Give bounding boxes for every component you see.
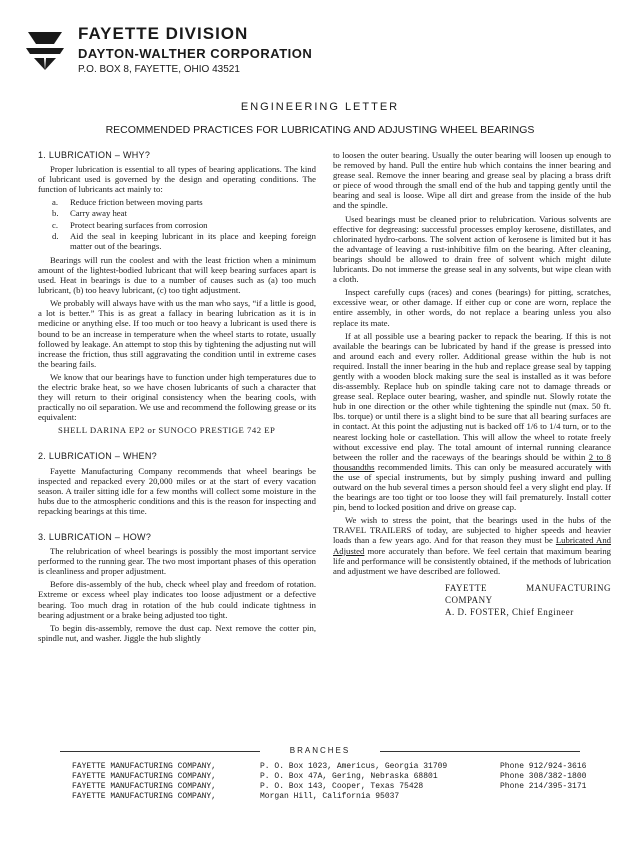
paragraph: Before dis-assembly of the hub, check wheel play and freedom of rotation. Extreme or excess wheel play indicates too loose adjustment or a defective bearing. Too much drag in rotation of the hub could indicate tightness in bearing adjustment or a brake being adjusted too tight. [38,579,316,620]
paragraph: Bearings will run the coolest and with the least friction when a minimum amount of the lightest-bodied lubricant that will keep bearing surfaces apart is used. Heat in bearings is due to a number of causes such as (a) too much lubricant, (b) too heavy lubricant, (c) too tight adjustment. [38,254,316,296]
section-lubrication-why [38,150,316,435]
recommended-grease: SHELL DARINA EP2 or SUNOCO PRESTIGE 742 EP [58,425,276,436]
paragraph: If at all possible use a bearing packer to repack the bearing. If this is not available the bearings can be lubricated by hand if the grease is pressed into and around each and every roller. Additional grease within the hub is not required. Install the inner bearing in the hub and replace grease seal by tapping gently with a wooden block making sure the seal is installed as it was before dis-assembly. Replace hub on spindle taking care not to damage threads or grease seal. Replace outer bearing, washer, and spindle nut. Slowly rotate the hub in one direction or the other while tightening the spindle nut (max. 50 ft. lbs. torque) or until there is a slight bind to be sure that all bearing surfaces are in contact. At this point the adjusting nut is backed off 1/6 to 1/4 turn, or to the nearest locking hole or castellation. This will allow the wheel to rotate freely without excessive end play. The total amount of internal running clearance between the roller and the raceways of the bearings should be within 2 to 8 thousandths recommended limits. This can only be measured accurately with the use of special instruments, but by simply pushing inward and pulling outward on the hub several times a person should feel a very slight end play. If the bearings are too tight or too loose they will fail prematurely. Install cotter pin, bend to locked position and drive on grease cap. [333,330,611,513]
corporation-name: DAYTON-WALTHER CORPORATION [78,46,313,61]
paragraph: We probably will always have with us the man who says, “if a little is good, a lot is better.” This is as great a fallacy in bearing lubrication as it is in medicine or anything else. If too much or too heavy a lubricant is used there is bound to be an increase in temperature when the wheel starts to rotate, usually followed by leakage. An attempt to stop this by tightening the adjusting nut will increase the friction, thus still aggravating the condition until in extreme cases the bearing fails. [38,298,316,369]
signature-block [333,582,611,618]
paragraph: We wish to stress the point, that the bearings used in the hubs of the TRAVEL TRAILERS of today, are subjected to higher speeds and heavier loads than a few years ago. And for that reason they must be Lubricated And Adjusted more accurately than before. We feel certain that maximum bearing life and performance will be consistently obtained, if the methods of lubrication and adjustment we have described are followed. [333,515,612,576]
purpose-list [38,197,316,250]
paragraph: Fayette Manufacturing Company recommends that wheel bearings be inspected and repacked every 20,000 miles or at the start of every vacation season. A trailer sitting idle for a few months will collect some moisture in the hubs due to the atmospheric conditions and this is the reason for inspecting and repacking bearings at this time. [38,465,316,516]
paragraph: Inspect carefully cups (races) and cones (bearings) for pitting, scratches, excessive wear, or other damage. If either cup or cone are worn, replace the entire assembly, in other words, do not replace a bearing unless you also replace its mate. [333,287,611,328]
branches-label: BRANCHES [289,746,351,755]
section-lubrication-how [38,532,316,643]
section-heading: 3. LUBRICATION – HOW? [38,532,152,542]
branch-list [72,762,592,802]
paragraph: Used bearings must be cleaned prior to relubrication. Various solvents are effective for degreasing: successful processes employ kerosene, distillates, and chlorinated hydro-carbons. The solvent action of kerosene is limited but it has the advantage of leaving a rust-inhibitive film on the bearing. After cleaning, bearings should be allowed to drain free of solvent which might dilute lubricants. Do not immerse the grease seal in any solvents, but wipe clean with a cloth. [333,213,611,285]
clearance-spec: 2 to 8 thousandths [333,451,611,472]
paragraph: We know that our bearings have to function under high temperatures due to the electric brake heat, so we have chosen lubricants of such a character that they will return to their original consistency when the bearing cools, with practically no oil separation. We use and recommend the following grease or its equivalent: [38,371,316,423]
document-subtitle: RECOMMENDED PRACTICES FOR LUBRICATING AND ADJUSTING WHEEL BEARINGS [105,124,535,136]
list-item: a. Reduce friction between moving parts [52,197,203,208]
list-item: FAYETTE MANUFACTURING COMPANY, P. O. Box 1023, Americus, Georgia 31709 Phone 912/924-3616 [72,762,587,771]
paragraph: Proper lubrication is essential to all types of bearing applications. The kind of lubricant used is governed by the design and operating conditions. The function of lubricants act mainly to: [38,164,316,195]
list-item: FAYETTE MANUFACTURING COMPANY, P. O. Box 143, Cooper, Texas 75428 Phone 214/395-3171 [72,782,587,791]
list-item: d. Aid the seal in keeping lubricant in its place and keeping foreign matter out of the bearings. [52,230,316,251]
paragraph: to loosen the outer bearing. Usually the outer bearing will loosen up enough to be removed by hand. Pull the entire hub which contains the inner bearing and grease seal. Remove the inner bearing and grease seal by placing a brass drift or piece of wood through the small end of the hub and tapping gently until the bearing and seal is loose. Wipe all dirt and grease from the inside of the hub and the spindle. [333,150,611,211]
left-column [38,150,316,659]
list-item: c. Protect bearing surfaces from corrosion [52,219,208,230]
signature-name: A. D. FOSTER, Chief Engineer [445,606,574,617]
section-heading: 2. LUBRICATION – WHEN? [38,451,157,462]
section-lubrication-when [38,451,316,516]
section-heading: 1. LUBRICATION – WHY? [38,150,151,160]
emphasis-text: Lubricated And Adjusted [333,535,612,556]
list-item: b. Carry away heat [52,208,127,219]
mailing-address: P.O. BOX 8, FAYETTE, OHIO 43521 [78,64,240,75]
company-logo-icon [24,28,66,72]
branches-divider [60,746,580,756]
right-column [333,150,611,618]
list-item: FAYETTE MANUFACTURING COMPANY, P. O. Box 47A, Gering, Nebraska 68801 Phone 308/382-1800 [72,772,587,781]
paragraph: To begin dis-assembly, remove the dust cap. Next remove the cotter pin, spindle nut, and washer. Jiggle the hub slightly [38,622,316,643]
letterhead [78,24,312,75]
paragraph: The relubrication of wheel bearings is possibly the most important service performed to the running gear. The two most important phases of this operation is cleanliness and proper adjustment. [38,546,316,577]
list-item: FAYETTE MANUFACTURING COMPANY, Morgan Hill, California 95037 [72,792,400,801]
division-name: FAYETTE DIVISION [78,24,249,43]
signature-company: FAYETTE MANUFACTURING COMPANY [445,582,611,605]
document-title: ENGINEERING LETTER [240,101,400,113]
